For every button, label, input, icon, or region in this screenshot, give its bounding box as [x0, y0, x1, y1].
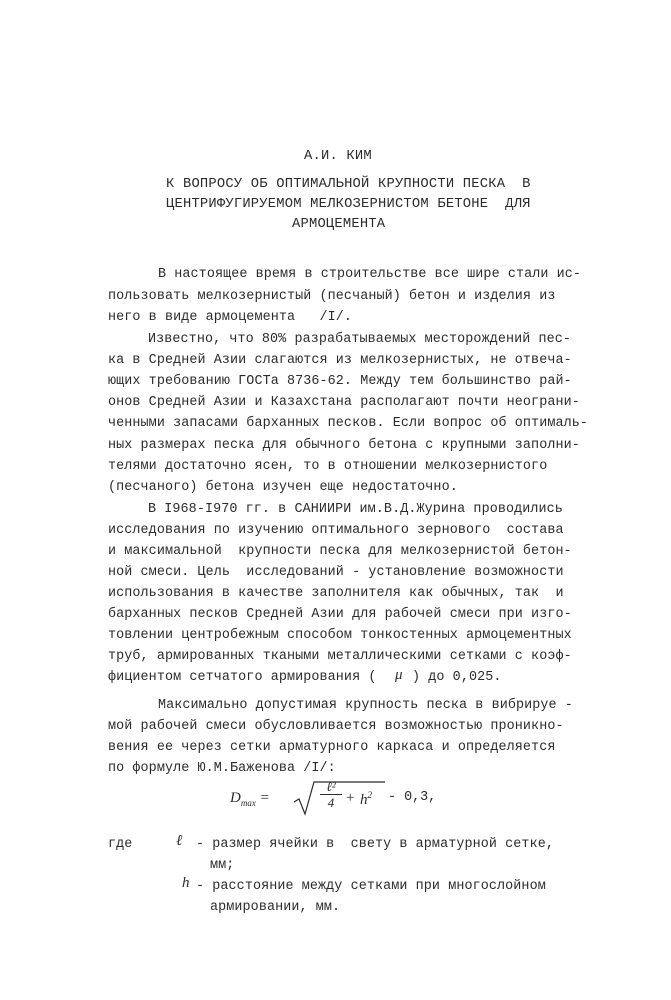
body-line: труб, армированных ткаными металлическими сетками с коэф- [108, 649, 572, 664]
body-line: ченными запасами барханных песков. Если вопрос об оптималь- [108, 416, 589, 431]
body-line: Максимально допустимая крупность песка в вибрируе - [158, 698, 573, 713]
mu-symbol: μ [395, 667, 403, 683]
where-l-line-2: мм; [210, 858, 235, 873]
body-line: мой рабочей смеси обусловливается возможностью проникно- [108, 719, 564, 734]
where-h-line-1: - расстояние между сетками при многослойном [196, 879, 546, 894]
body-line: (песчаного) бетона изучен еще недостаточно. [108, 480, 458, 495]
body-line: В настоящее время в строительстве все шире стали ис- [158, 267, 582, 282]
body-line: фициентом сетчатого армирования ( [108, 670, 377, 685]
h-symbol: h [182, 875, 190, 891]
title-line-1: К ВОПРОСУ ОБ ОПТИМАЛЬНОЙ КРУПНОСТИ ПЕСКА В [166, 177, 531, 192]
body-line: Известно, что 80% разрабатываемых месторождений пес- [148, 332, 572, 347]
body-line: пользовать мелкозернистый (песчаный) бетон и изделия из [108, 289, 556, 304]
body-line: него в виде армоцемента /I/. [108, 310, 353, 325]
body-line: В I968-I970 гг. в САНИИРИ им.В.Д.Журина проводились [148, 502, 563, 517]
where-l-line-1: - размер ячейки в свету в арматурной сетке, [196, 837, 554, 852]
bazhenov-formula: $D_{max}$ = ℓ² 4 + $h^2$ - 0,3, [230, 780, 450, 816]
title-line-3: АРМОЦЕМЕНТА [292, 217, 386, 232]
body-line: по формуле Ю.М.Баженова /I/: [108, 761, 336, 776]
body-line: исследования по изучению оптимального зернового состава [108, 523, 564, 538]
body-line: и максимальной крупности песка для мелкозернистой бетон- [108, 544, 572, 559]
body-line: использования в качестве заполнителя как обычных, так и [108, 586, 564, 601]
body-line: онов Средней Азии и Казахстана располагают почти неограни- [108, 395, 580, 410]
l-symbol: ℓ [176, 833, 183, 849]
body-line: ) до 0,025. [412, 670, 502, 685]
formula-lhs: $D_{max}$ = [230, 790, 270, 808]
body-line: ющих требованию ГОСТа 8736-62. Между тем большинство рай- [108, 374, 572, 389]
body-line: ных размерах песка для обычного бетона с крупными заполни- [108, 438, 580, 453]
formula-fraction: ℓ² 4 [320, 780, 342, 810]
body-line: ной смеси. Цель исследований - установление возможности [108, 565, 564, 580]
body-line: барханных песков Средней Азии для рабочей смеси при изго- [108, 607, 572, 622]
body-line: вения ее через сетки арматурного каркаса и определяется [108, 740, 556, 755]
title-line-2: ЦЕНТРИФУГИРУЕМОМ МЕЛКОЗЕРНИСТОМ БЕТОНЕ ДЛЯ [166, 197, 531, 212]
author-name: А.И. КИМ [304, 149, 372, 164]
body-line: ка в Средней Азии слагаются из мелкозернистых, не отвеча- [108, 353, 572, 368]
where-h-line-2: армировании, мм. [210, 900, 341, 915]
body-line: телями достаточно ясен, то в отношении мелкозернистого [108, 459, 548, 474]
body-line: товлении центробежным способом тонкостенных армоцементных [108, 628, 572, 643]
where-label: где [108, 837, 133, 852]
